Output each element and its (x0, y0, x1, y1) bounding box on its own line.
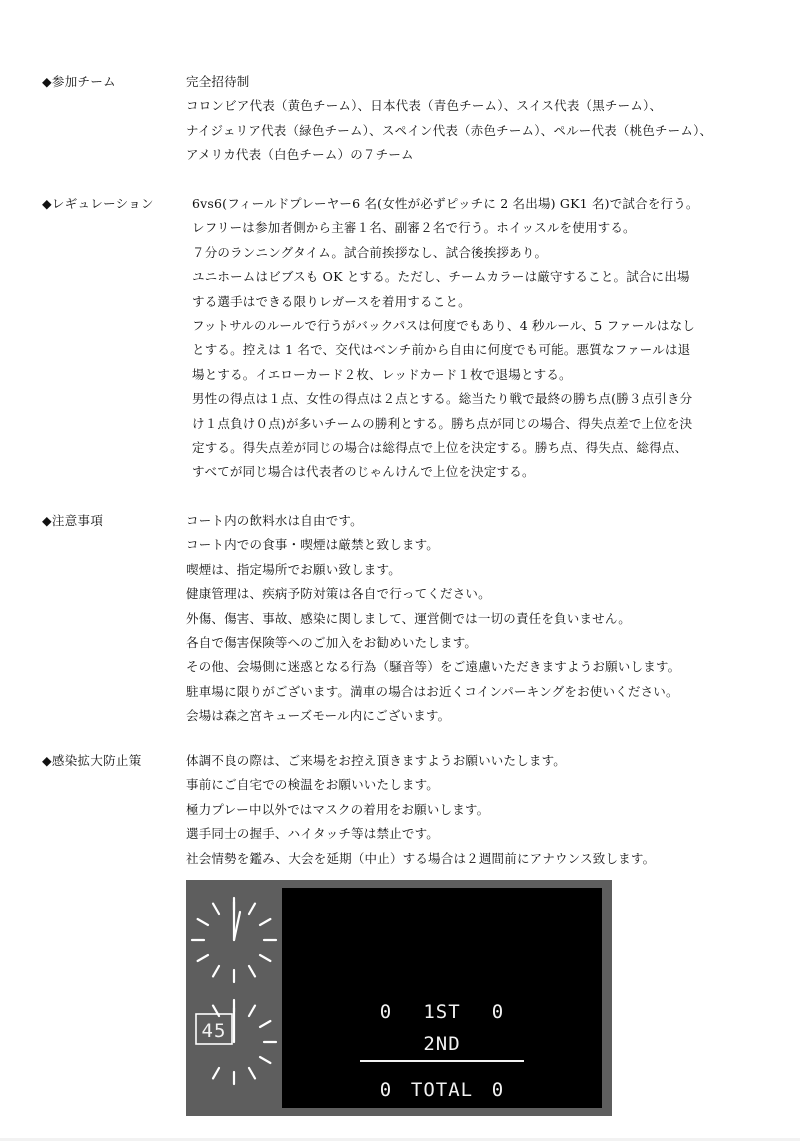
cautions-text (186, 509, 680, 729)
regulation-line: 定する。得失点差が同じの場合は総得点で上位を決定する。勝ち点、得失点、総得点、 (192, 439, 688, 455)
caution-line: 各自で傷害保険等へのご加入をお勧めいたします。 (186, 634, 478, 650)
regulation-line: け１点負け０点)が多いチームの勝利とする。勝ち点が同じの場合、得失点差で上位を決 (192, 415, 693, 431)
teams-line: ナイジェリア代表（緑色チーム）、スペイン代表（赤色チーム）、ペルー代表（桃色チーム）、 (186, 122, 713, 138)
infection-line: 事前にご自宅での検温をお願いいたします。 (186, 777, 440, 793)
teams-text (186, 70, 712, 168)
score-total-right: 0 (491, 1079, 505, 1101)
scoreboard-screen (282, 888, 602, 1108)
period-2nd-label: 2ND (423, 1033, 461, 1055)
regulation-line: 男性の得点は１点、女性の得点は２点とする。総当たり戦で最終の勝ち点(勝３点引き分 (192, 391, 693, 407)
regulation-line: レフリーは参加者側から主審１名、副審２名で行う。ホイッスルを使用する。 (192, 220, 636, 236)
regulation-line: 場とする。イエローカード２枚、レッドカード１枚で退場とする。 (192, 366, 572, 382)
scoreboard-divider (360, 1060, 524, 1062)
caution-line: 駐車場に限りがございます。満車の場合はお近くコインパーキングをお使いください。 (186, 683, 679, 699)
infection-line: 選手同士の握手、ハイタッチ等は禁止です。 (186, 826, 440, 842)
score-1st-left: 0 (379, 1001, 393, 1023)
teams-line: アメリカ代表（白色チーム）の７チーム (186, 147, 414, 163)
regulation-line: フットサルのルールで行うがバックパスは何度でもあり、4 秒ルール、5 ファールはなし (192, 317, 696, 333)
teams-line: コロンビア代表（黄色チーム）、日本代表（青色チーム）、スイス代表（黒チーム）、 (186, 98, 663, 114)
teams-line: 完全招待制 (186, 74, 250, 89)
regulation-line: ７分のランニングタイム。試合前挨拶なし、試合後挨拶あり。 (192, 244, 548, 260)
section-label-teams: ◆参加チーム (42, 74, 116, 89)
regulation-line: すべてが同じ場合は代表者のじゃんけんで上位を決定する。 (192, 464, 535, 480)
infection-text (186, 749, 655, 871)
regulation-line: ユニホームはビブスも OK とする。ただし、チームカラーは厳守すること。試合に出場 (192, 269, 690, 285)
caution-line: その他、会場側に迷惑となる行為（騒音等）をご遠慮いただきますようお願いします。 (186, 659, 681, 675)
infection-line: 体調不良の際は、ご来場をお控え頂きますようお願いいたします。 (186, 753, 567, 768)
infection-line: 極力プレー中以外ではマスクの着用をお願いします。 (186, 801, 490, 817)
minutes-marker-label: 45 (201, 1020, 227, 1042)
section-label-cautions: ◆注意事項 (42, 513, 104, 528)
total-label: TOTAL (410, 1079, 474, 1101)
caution-line: 会場は森之宮キューズモール内にございます。 (186, 708, 451, 724)
scoreboard-graphic (186, 880, 612, 1116)
regulation-line: する選手はできる限りレガースを着用すること。 (192, 293, 471, 309)
score-1st-right: 0 (491, 1001, 505, 1023)
caution-line: コート内での食事・喫煙は厳禁と致します。 (186, 537, 440, 553)
caution-line: 健康管理は、疾病予防対策は各自で行ってください。 (186, 586, 491, 602)
score-total-left: 0 (379, 1079, 393, 1101)
scoreboard-image (186, 880, 612, 1116)
section-label-infection: ◆感染拡大防止策 (42, 753, 142, 768)
regulation-line: とする。控えは 1 名で、交代はベンチ前から自由に何度でも可能。悪質なファールは退 (192, 342, 691, 358)
infection-line: 社会情勢を鑑み、大会を延期（中止）する場合は２週間前にアナウンス致します。 (186, 850, 656, 866)
caution-line: コート内の飲料水は自由です。 (186, 513, 363, 528)
caution-line: 外傷、傷害、事故、感染に関しまして、運営側では一切の責任を負いません。 (186, 610, 632, 626)
regulation-text (192, 192, 699, 485)
section-label-regulation: ◆レギュレーション (42, 196, 154, 211)
period-1st-label: 1ST (423, 1001, 461, 1023)
caution-line: 喫煙は、指定場所でお願い致します。 (186, 561, 401, 577)
regulation-line: 6vs6(フィールドプレーヤー6 名(女性が必ずピッチに 2 名出場) GK1 名)で試合を行う。 (192, 196, 699, 211)
